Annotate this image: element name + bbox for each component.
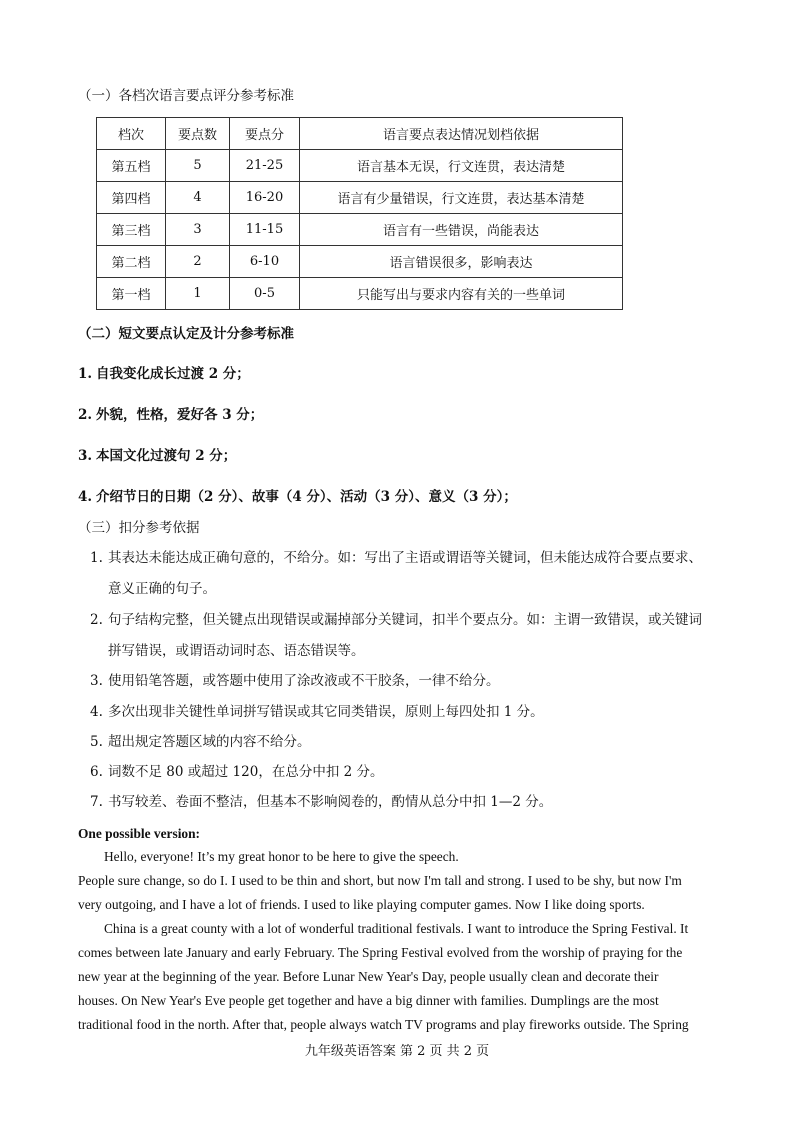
item-number: 5. [90, 734, 103, 750]
section2-title: （二）短文要点认定及计分参考标准 [78, 326, 294, 342]
table-cell: 0-5 [230, 278, 300, 310]
item-number: 3. [78, 448, 93, 464]
table-header: 档次 [97, 118, 166, 150]
item-number: 1. [78, 366, 93, 382]
table-row [97, 182, 623, 214]
essay-line: Hello, everyone! It’s my great honor to be here to give the speech. [104, 849, 459, 864]
deduction-item [90, 608, 702, 628]
deduction-item [90, 760, 384, 780]
deduction-item [90, 790, 552, 810]
essay-line: houses. On New Year's Eve people get together and have a big dinner with families. Dumplings are the most [78, 993, 659, 1008]
deduction-item [90, 730, 311, 750]
table-cell: 1 [166, 278, 230, 310]
item-text: 介绍节日的日期（2 分）、故事（4 分）、活动（3 分）、意义（3 分）； [96, 489, 517, 505]
criteria-item [78, 485, 517, 505]
section1-title: （一）各档次语言要点评分参考标准 [78, 88, 294, 104]
item-number: 2. [90, 612, 103, 628]
table-cell: 第一档 [97, 278, 166, 310]
item-number: 1. [90, 550, 103, 566]
criteria-item [78, 403, 263, 423]
table-cell: 只能写出与要求内容有关的一些单词 [300, 278, 623, 310]
table-header: 语言要点表达情况划档依据 [300, 118, 623, 150]
table-cell: 5 [166, 150, 230, 182]
table-cell: 3 [166, 214, 230, 246]
item-number: 6. [90, 764, 103, 780]
item-text: 句子结构完整，但关键点出现错误或漏掉部分关键词，扣半个要点分。如：主谓一致错误，或关键词 [108, 612, 702, 628]
table-cell: 第二档 [97, 246, 166, 278]
table-cell: 第四档 [97, 182, 166, 214]
table-cell: 语言错误很多，影响表达 [300, 246, 623, 278]
table-cell: 16-20 [230, 182, 300, 214]
item-text: 词数不足 80 或超过 120，在总分中扣 2 分。 [108, 764, 384, 780]
item-text: 超出规定答题区域的内容不给分。 [108, 734, 311, 750]
table-cell: 第五档 [97, 150, 166, 182]
table-cell: 语言有一些错误，尚能表达 [300, 214, 623, 246]
item-text: 使用铅笔答题，或答题中使用了涂改液或不干胶条，一律不给分。 [108, 673, 500, 689]
item-text: 自我变化成长过渡 2 分； [96, 366, 250, 382]
table-header: 要点数 [166, 118, 230, 150]
grading-table [96, 117, 623, 310]
deduction-item-continued: 意义正确的句子。 [108, 581, 216, 597]
deduction-item [90, 700, 544, 720]
table-row [97, 246, 623, 278]
item-number: 3. [90, 673, 103, 689]
table-cell: 第三档 [97, 214, 166, 246]
table-cell: 2 [166, 246, 230, 278]
criteria-item [78, 444, 236, 464]
essay-line: comes between late January and early February. The Spring Festival evolved from the worship of praying for the [78, 945, 683, 960]
item-text: 本国文化过渡句 2 分； [96, 448, 237, 464]
essay-line: traditional food in the north. After that, people always watch TV programs and play fireworks outside. The Spring [78, 1017, 689, 1032]
deduction-item [90, 669, 500, 689]
item-text: 外貌，性格，爱好各 3 分； [96, 407, 264, 423]
deduction-item-continued: 拼写错误，或谓语动词时态、语态错误等。 [108, 643, 365, 659]
item-number: 4. [78, 489, 93, 505]
essay-line: very outgoing, and I have a lot of friends. I used to like playing computer games. Now I like doing sports. [78, 897, 645, 912]
item-text: 书写较差、卷面不整洁，但基本不影响阅卷的，酌情从总分中扣 1—2 分。 [108, 794, 553, 810]
item-number: 7. [90, 794, 103, 810]
table-row [97, 214, 623, 246]
essay-line: new year at the beginning of the year. Before Lunar New Year's Day, people usually clean and decorate their [78, 969, 659, 984]
table-cell: 11-15 [230, 214, 300, 246]
deduction-item [90, 546, 702, 566]
table-header-row [97, 118, 623, 150]
criteria-item [78, 362, 250, 382]
table-row [97, 278, 623, 310]
item-number: 4. [90, 704, 103, 720]
item-text: 其表达未能达成正确句意的，不给分。如：写出了主语或谓语等关键词，但未能达成符合要点要求、 [108, 550, 702, 566]
table-row [97, 150, 623, 182]
table-cell: 6-10 [230, 246, 300, 278]
table-cell: 4 [166, 182, 230, 214]
table-cell: 语言基本无误，行文连贯，表达清楚 [300, 150, 623, 182]
page-footer: 九年级英语答案 第 2 页 共 2 页 [304, 1044, 490, 1059]
section3-title: （三）扣分参考依据 [78, 520, 200, 536]
essay-line: China is a great county with a lot of wonderful traditional festivals. I want to introduce the Spring Festival. It [104, 921, 689, 936]
item-number: 2. [78, 407, 93, 423]
table-header: 要点分 [230, 118, 300, 150]
table-cell: 21-25 [230, 150, 300, 182]
sample-heading: One possible version: [78, 826, 201, 841]
item-text: 多次出现非关键性单词拼写错误或其它同类错误，原则上每四处扣 1 分。 [108, 704, 544, 720]
table-cell: 语言有少量错误，行文连贯，表达基本清楚 [300, 182, 623, 214]
essay-line: People sure change, so do I. I used to be thin and short, but now I'm tall and strong. I used to be shy, but now I'm [78, 873, 682, 888]
